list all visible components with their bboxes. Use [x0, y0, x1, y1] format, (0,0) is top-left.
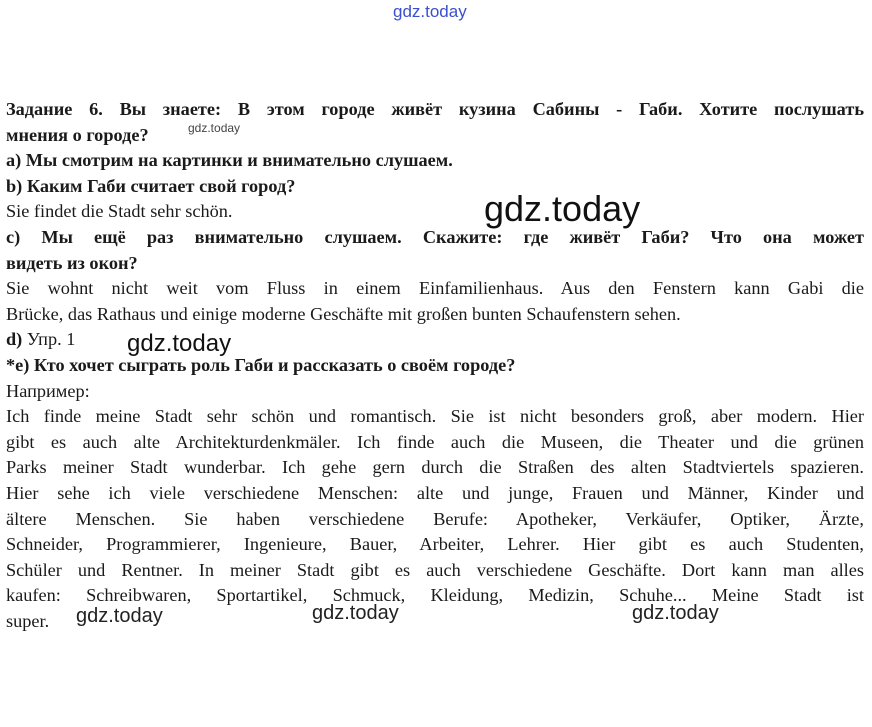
- example-line-9: super.: [6, 610, 50, 631]
- watermark-big: gdz.today: [484, 188, 641, 229]
- example-line-4: Hier sehe ich viele verschiedene Menschen: alte und junge, Frauen und Männer, Kinder und: [6, 482, 864, 503]
- part-d-text: Упр. 1: [22, 329, 76, 350]
- example-line-3: Parks meiner Stadt wunderbar. Ich gehe gern durch die Straßen des alten Stadtviertels spazieren.: [6, 457, 864, 478]
- watermark-mid: gdz.today: [127, 330, 232, 357]
- part-d: [6, 327, 864, 353]
- watermark-bottom-3: gdz.today: [632, 602, 719, 624]
- part-d-label: d): [6, 329, 23, 350]
- example-label: Например:: [6, 380, 90, 401]
- part-e-question: *e) Кто хочет сыграть роль Габи и рассказать о своём городе?: [6, 354, 516, 375]
- part-b-question: b) Каким Габи считает свой город?: [6, 175, 296, 196]
- task-document: [6, 97, 864, 634]
- example-line-5: ältere Menschen. Sie haben verschiedene Berufe: Apotheker, Verkäufer, Optiker, Ärzte,: [6, 508, 864, 529]
- watermark-top: gdz.today: [393, 2, 467, 21]
- task-title-line-2: мнения о городе?: [6, 124, 149, 145]
- example-line-6: Schneider, Programmierer, Ingenieure, Bauer, Arbeiter, Lehrer. Hier gibt es auch Studenten,: [6, 534, 864, 555]
- part-c-question-line-1: c) Мы ещё раз внимательно слушаем. Скажите: где живёт Габи? Что она может: [6, 226, 864, 247]
- part-b-answer: Sie findet die Stadt sehr schön.: [6, 201, 233, 222]
- example-line-8: kaufen: Schreibwaren, Sportartikel, Schmuck, Kleidung, Medizin, Schuhe... Meine Stadt ist: [6, 585, 864, 606]
- task-title-line-1: Задание 6. Вы знаете: В этом городе живёт кузина Сабины - Габи. Хотите послушать: [6, 99, 864, 119]
- part-c-answer-line-1: Sie wohnt nicht weit vom Fluss in einem Einfamilienhaus. Aus den Fenstern kann Gabi die: [6, 278, 864, 299]
- part-a-instruction: а) Мы смотрим на картинки и внимательно слушаем.: [6, 150, 453, 171]
- example-line-2: gibt es auch alte Architekturdenkmäler. Ich finde auch die Museen, die Theater und die grünen: [6, 431, 864, 452]
- example-line-1: Ich finde meine Stadt sehr schön und romantisch. Sie ist nicht besonders groß, aber modern. Hier: [6, 406, 864, 427]
- watermark-bottom-2: gdz.today: [312, 602, 399, 624]
- example-line-7: Schüler und Rentner. In meiner Stadt gibt es auch verschiedene Geschäfte. Dort kann man alles: [6, 559, 864, 580]
- watermark-bottom-1: gdz.today: [76, 605, 163, 627]
- part-c-question-line-2: видеть из окон?: [6, 252, 138, 273]
- watermark-small: gdz.today: [188, 121, 241, 135]
- part-c-answer-line-2: Brücke, das Rathaus und einige moderne Geschäfte mit großen bunten Schaufenstern sehen.: [6, 303, 681, 324]
